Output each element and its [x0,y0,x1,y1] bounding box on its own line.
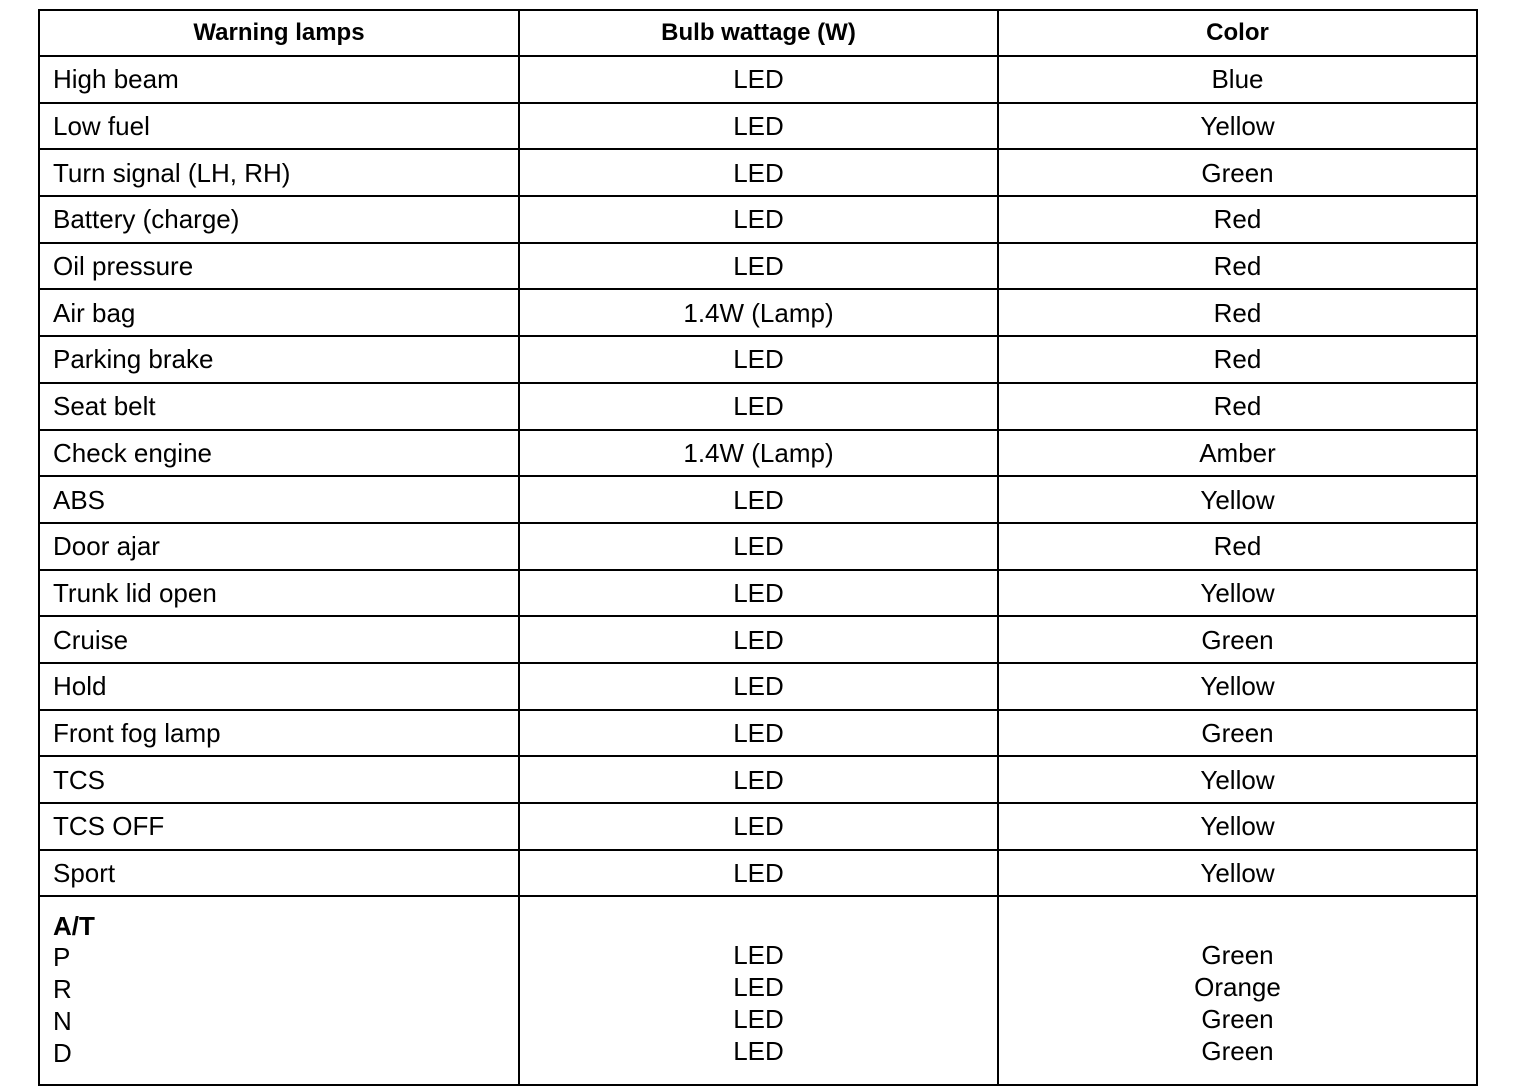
bulb-wattage: LED [519,196,998,243]
group-spacer [520,911,997,939]
lamp-color: Yellow [998,756,1476,803]
lamp-color: Green [998,616,1476,663]
header-bulb-wattage: Bulb wattage (W) [519,11,998,56]
bulb-wattage: LED [519,383,998,430]
table-row [40,103,1476,150]
lamp-color: Green [998,710,1476,757]
warning-lamps-table [38,9,1478,1086]
at-position-n: N [53,1006,72,1037]
table-row [40,243,1476,290]
lamp-color: Yellow [998,850,1476,897]
lamp-color: Yellow [998,476,1476,523]
at-color-r: Orange [1194,972,1281,1003]
lamp-color: Yellow [998,663,1476,710]
at-group-row [40,896,1476,1084]
table-row [40,336,1476,383]
lamp-name: Turn signal (LH, RH) [40,149,519,196]
bulb-wattage: LED [519,803,998,850]
lamp-name: Trunk lid open [40,570,519,617]
lamp-name: Air bag [40,289,519,336]
header-color: Color [998,11,1476,56]
table-row [40,383,1476,430]
bulb-wattage: LED [519,756,998,803]
lamp-color: Red [998,243,1476,290]
lamp-name: Seat belt [40,383,519,430]
table-row [40,850,1476,897]
header-row [40,11,1476,56]
table-row [40,56,1476,103]
table-row [40,523,1476,570]
lamp-name: Check engine [40,430,519,477]
table-row [40,616,1476,663]
bulb-wattage: LED [519,710,998,757]
table-row [40,756,1476,803]
lamp-color: Yellow [998,570,1476,617]
table-row [40,289,1476,336]
at-group-wattages [519,896,998,1084]
bulb-wattage: LED [519,663,998,710]
lamp-name: High beam [40,56,519,103]
table-row [40,149,1476,196]
at-position-d: D [53,1038,72,1069]
bulb-wattage: LED [519,523,998,570]
lamp-name: Battery (charge) [40,196,519,243]
at-group-title: A/T [53,911,95,942]
bulb-wattage: 1.4W (Lamp) [519,430,998,477]
at-color-n: Green [1201,1004,1274,1035]
at-group-colors [998,896,1476,1084]
table-row [40,476,1476,523]
table-row [40,570,1476,617]
bulb-wattage: 1.4W (Lamp) [519,289,998,336]
table-row [40,803,1476,850]
at-color-d: Green [1201,1036,1274,1067]
at-position-p: P [53,942,71,973]
lamp-name: Sport [40,850,519,897]
at-wattage-p: LED [733,940,784,971]
at-wattage-r: LED [733,972,784,1003]
lamp-name: Door ajar [40,523,519,570]
bulb-wattage: LED [519,56,998,103]
lamp-color: Red [998,336,1476,383]
lamp-color: Red [998,289,1476,336]
bulb-wattage: LED [519,476,998,523]
at-position-r: R [53,974,72,1005]
warning-lamps-grid [40,11,1476,1084]
lamp-color: Yellow [998,103,1476,150]
at-wattage-n: LED [733,1004,784,1035]
bulb-wattage: LED [519,103,998,150]
lamp-name: Front fog lamp [40,710,519,757]
lamp-color: Green [998,149,1476,196]
bulb-wattage: LED [519,850,998,897]
bulb-wattage: LED [519,243,998,290]
lamp-name: Low fuel [40,103,519,150]
header-warning-lamps: Warning lamps [40,11,519,56]
bulb-wattage: LED [519,336,998,383]
group-spacer [999,911,1476,939]
lamp-color: Red [998,196,1476,243]
bulb-wattage: LED [519,616,998,663]
lamp-name: ABS [40,476,519,523]
table-row [40,663,1476,710]
lamp-name: TCS [40,756,519,803]
lamp-color: Red [998,523,1476,570]
lamp-name: TCS OFF [40,803,519,850]
lamp-color: Yellow [998,803,1476,850]
at-wattage-d: LED [733,1036,784,1067]
lamp-name: Parking brake [40,336,519,383]
table-row [40,430,1476,477]
table-row [40,196,1476,243]
lamp-name: Cruise [40,616,519,663]
bulb-wattage: LED [519,570,998,617]
lamp-color: Blue [998,56,1476,103]
table-row [40,710,1476,757]
lamp-name: Hold [40,663,519,710]
lamp-name: Oil pressure [40,243,519,290]
lamp-color: Amber [998,430,1476,477]
lamp-color: Red [998,383,1476,430]
at-color-p: Green [1201,940,1274,971]
bulb-wattage: LED [519,149,998,196]
at-group-lamps [40,896,519,1084]
